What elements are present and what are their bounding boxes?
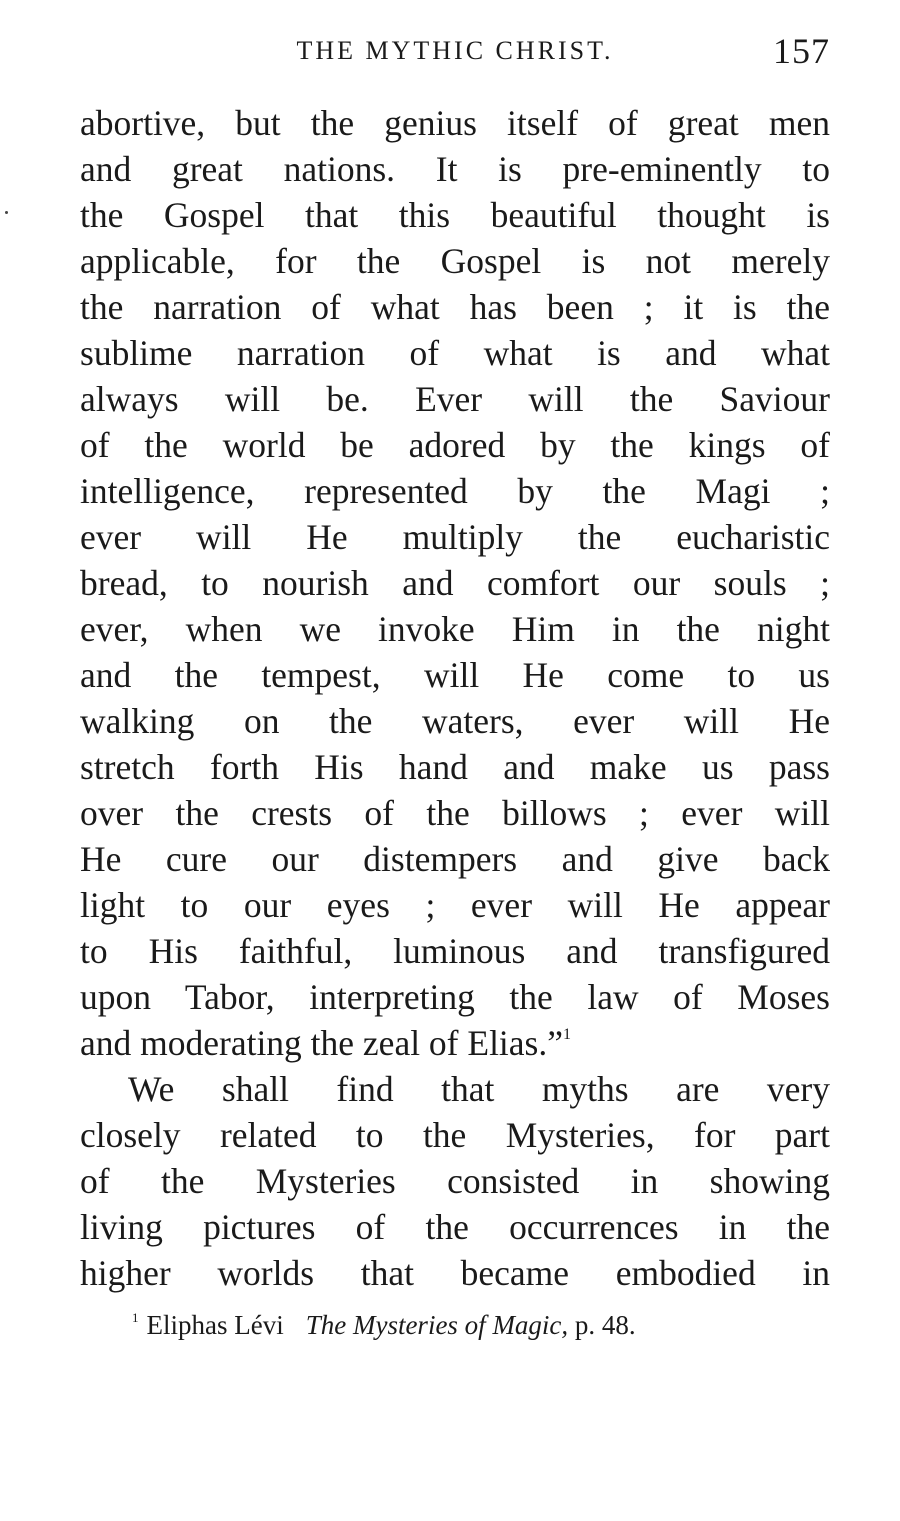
text-line: light to our eyes ; ever will He appear [80, 885, 830, 925]
text-line: closely related to the Mysteries, for part [80, 1115, 830, 1155]
footnote-title: The Mysteries of Magic, [305, 1310, 569, 1340]
text-line: living pictures of the occurrences in the [80, 1207, 830, 1247]
text-line: He cure our distempers and give back [80, 839, 830, 879]
text-line: to His faithful, luminous and transfigured [80, 931, 830, 971]
footnote-marker: 1 [132, 1310, 139, 1325]
text-line: intelligence, represented by the Magi ; [80, 471, 830, 511]
text-line: ever will He multiply the eucharistic [80, 517, 830, 557]
text-line: the narration of what has been ; it is the [80, 287, 830, 327]
footnote-author: Eliphas Lévi [146, 1310, 284, 1340]
text-line: and great nations. It is pre-eminently to [80, 149, 830, 189]
text-line: abortive, but the genius itself of great men [80, 103, 830, 143]
text-line: of the world be adored by the kings of [80, 425, 830, 465]
text-line: higher worlds that became embodied in [80, 1253, 830, 1293]
page-number: 157 [773, 31, 830, 71]
text-line: always will be. Ever will the Saviour [80, 379, 830, 419]
running-title: THE MYTHIC CHRIST. [296, 36, 614, 65]
text-line: bread, to nourish and comfort our souls ; [80, 563, 830, 603]
text-line: applicable, for the Gospel is not merely [80, 241, 830, 281]
text-line: over the crests of the billows ; ever will [80, 793, 830, 833]
footnote-page: p. 48. [574, 1310, 636, 1340]
text-line: walking on the waters, ever will He [80, 701, 830, 741]
footnote [132, 1308, 832, 1342]
text-line: the Gospel that this beautiful thought is [80, 195, 830, 235]
margin-speck [5, 211, 8, 214]
running-head [80, 30, 830, 70]
quote-end-text: and moderating the zeal of Elias.” [80, 1023, 563, 1063]
text-line: of the Mysteries consisted in showing [80, 1161, 830, 1201]
text-line: sublime narration of what is and what [80, 333, 830, 373]
body-text [80, 100, 830, 1296]
text-line: ever, when we invoke Him in the night [80, 609, 830, 649]
text-line-quote-end [80, 1020, 830, 1066]
paragraph-start-line: We shall find that myths are very [128, 1069, 830, 1109]
text-line: and the tempest, will He come to us [80, 655, 830, 695]
footnote-reference: 1 [563, 1026, 571, 1043]
text-line: upon Tabor, interpreting the law of Moses [80, 977, 830, 1017]
text-line: stretch forth His hand and make us pass [80, 747, 830, 787]
